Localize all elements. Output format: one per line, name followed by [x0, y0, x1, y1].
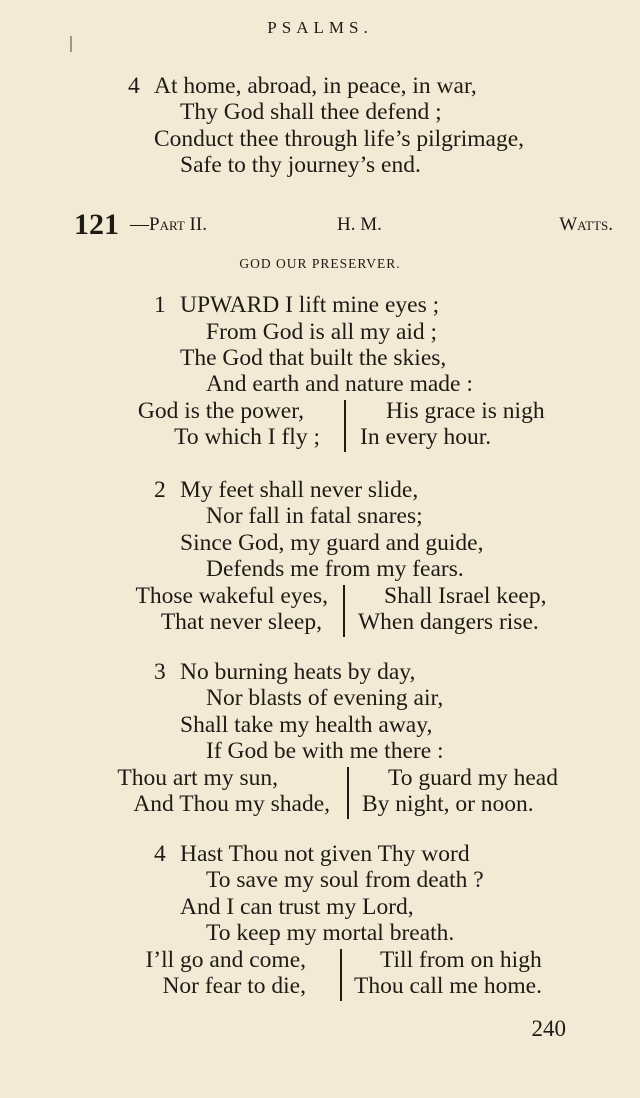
- column-divider: [343, 585, 345, 637]
- split-line-left: Thou art my sun,: [117, 765, 278, 791]
- hymn-author: Watts.: [559, 214, 613, 235]
- split-line-left: To which I fly ;: [174, 424, 320, 450]
- stanza-line: At home, abroad, in peace, in war,: [154, 73, 477, 99]
- running-head: PSALMS.: [267, 18, 373, 37]
- split-line-left: Nor fear to die,: [162, 973, 306, 999]
- stanza-number: 1: [154, 292, 166, 318]
- split-line-left: And Thou my shade,: [133, 791, 330, 817]
- stanza-line: Nor fall in fatal snares;: [206, 503, 423, 529]
- split-line-left: I’ll go and come,: [145, 947, 306, 973]
- stanza-number: 4: [128, 73, 140, 99]
- stanza-line: Since God, my guard and guide,: [180, 530, 484, 556]
- stanza-number: 3: [154, 659, 166, 685]
- stanza-line: And earth and nature made :: [206, 371, 473, 397]
- stanza-line: If God be with me there :: [206, 738, 444, 764]
- stanza-line: No burning heats by day,: [180, 659, 416, 685]
- split-line-right: To guard my head: [388, 765, 558, 791]
- split-line-right: Thou call me home.: [354, 973, 542, 999]
- split-line-left: That never sleep,: [160, 609, 322, 635]
- split-line-right: Till from on high: [380, 947, 542, 973]
- stanza-line: My feet shall never slide,: [180, 477, 419, 503]
- stanza-line: Shall take my health away,: [180, 712, 433, 738]
- split-line-right: His grace is nigh: [386, 398, 545, 424]
- hymn-part: [130, 212, 207, 238]
- column-divider: [344, 400, 346, 452]
- split-line-right: In every hour.: [360, 424, 492, 450]
- stanza-line: Hast Thou not given Thy word: [180, 841, 470, 867]
- column-divider: [347, 767, 349, 819]
- stanza-line: Nor blasts of evening air,: [206, 685, 444, 711]
- stanza-line: And I can trust my Lord,: [180, 894, 414, 920]
- stanza-line: UPWARD I lift mine eyes ;: [180, 292, 440, 318]
- dash: —: [130, 214, 149, 235]
- stanza-line: Defends me from my fears.: [206, 556, 464, 582]
- split-line-left: Those wakeful eyes,: [135, 583, 328, 609]
- stanza-number: 2: [154, 477, 166, 503]
- stanza-line: To keep my mortal breath.: [206, 920, 455, 946]
- stanza-line: The God that built the skies,: [180, 345, 447, 371]
- stanza-line: Thy God shall thee defend ;: [180, 99, 442, 125]
- column-divider: [340, 949, 342, 1001]
- hymn-subtitle: GOD OUR PRESERVER.: [239, 256, 401, 271]
- part-label: Part II.: [149, 214, 207, 235]
- stanza-line: To save my soul from death ?: [206, 867, 484, 893]
- stanza-number: 4: [154, 841, 166, 867]
- split-line-right: Shall Israel keep,: [384, 583, 547, 609]
- margin-mark: [70, 36, 72, 52]
- split-line-right: By night, or noon.: [362, 791, 534, 817]
- stanza-line: From God is all my aid ;: [206, 319, 438, 345]
- hymn-number: 121: [74, 208, 119, 241]
- split-line-right: When dangers rise.: [358, 609, 539, 635]
- stanza-line: Safe to thy journey’s end.: [180, 152, 421, 178]
- hymn-meter: H. M.: [337, 214, 382, 235]
- page-number: 240: [531, 1016, 566, 1041]
- stanza-line: Conduct thee through life’s pilgrimage,: [154, 126, 525, 152]
- split-line-left: God is the power,: [137, 398, 304, 424]
